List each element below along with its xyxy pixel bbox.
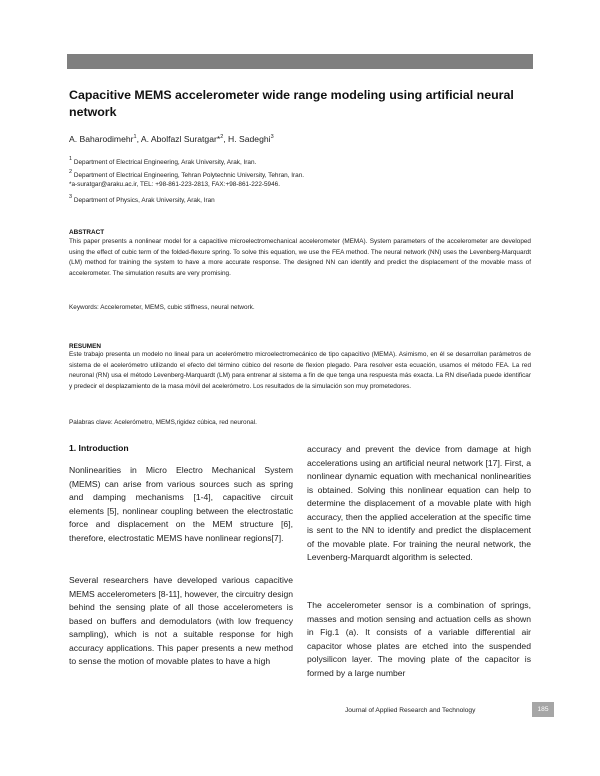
abstract-text: This paper presents a nonlinear model for a capacitive microelectromechanical accelerometer (MEMA). System parameters of the accelerometer are developed using the effect of cubic term of the folded-flexure spring. To solve this equation, we use the FEA method. The neural network (NN) uses the Levenberg-Marquardt (LM) method for training the system to have a more accurate response. The designed NN can identify and predict the displacement of the movable mass of accelerometer. The simulation results are very promising. — [69, 238, 531, 277]
corresponding-author-contact: *a-suratgar@araku.ac.ir, TEL: +98-861-223-2813, FAX:+98-861-222-5946. — [69, 181, 280, 188]
resumen-heading: RESUMEN — [69, 343, 101, 350]
affiliation-2: $^2$ Department of Electrical Engineering, Tehran Polytechnic University, Tehran, Iran. — [69, 169, 305, 179]
affiliation-1: $^1$ Department of Electrical Engineering, Arak University, Arak, Iran. — [69, 156, 257, 166]
paper-title: Capacitive MEMS accelerometer wide range modeling using artificial neural network — [69, 88, 514, 119]
body-paragraph: Nonlinearities in Micro Electro Mechanical System (MEMS) can arise from various sources such as spring and damping mechanisms [1-4], capacitive circuit elements [5], nonlinear coupling between the electrostatic force and displacement on the MEM structure [6], therefore, electrostatic MEMS have nonlinear regions[7]. — [69, 465, 293, 543]
body-paragraph: The accelerometer sensor is a combination of springs, masses and motion sensing and actuation cells as shown in Fig.1 (a). It consists of a variable differential air capacitor whose plates are etched into the suspended polysilicon layer. The moving plate of the capacitor is formed by a large number — [307, 600, 531, 678]
author-affiliation-mark: 1 — [133, 134, 137, 140]
author-list: A. Baharodimehr$^1$, A. Abolfazl Suratgar*$^2$, H. Sadeghi$^3$ — [69, 134, 274, 144]
abstract-heading: ABSTRACT — [69, 229, 105, 236]
resumen-text: Este trabajo presenta un modelo no lineal para un acelerómetro microelectromecánico de tipo capacitivo (MEMA). Asimismo, en él se desarrollan parámetros de sistema de el acelerómetro utilizando el efecto del término cúbico del resorte de flexion plegado. Para resolver esta ecuación, usamos el método FEA. La red neuronal (RN) usa el método Levenberg-Marquardt (LM) para entrenar al sistema a fin de que tenga una respuesta más exacta. La RN diseñada puede identificar y predecir el desplazamiento de la masa móvil del acelerómetro. Los resultados de la simulación son muy prometedores. — [69, 351, 531, 390]
body-paragraph: Several researchers have developed various capacitive MEMS accelerometers [8-11], however, the circuitry design behind the sensing plate of all those accelerometers is based on buffers and demodulators (with low frequency sampling), which is not a suitable response for high accuracy applications. This paper presents a new method to sense the motion of movable plates to have a high — [69, 575, 293, 666]
journal-name: Journal of Applied Research and Technology — [345, 707, 476, 714]
page-number: 185 — [532, 702, 554, 717]
palabras-clave: Palabras clave: Acelerómetro, MEMS,rigidez cúbica, red neuronal. — [69, 419, 257, 426]
keywords: Keywords: Accelerometer, MEMS, cubic stiffness, neural network. — [69, 304, 255, 311]
author-affiliation-mark: 2 — [220, 134, 224, 140]
author-affiliation-mark: 3 — [270, 134, 274, 140]
author-name: H. Sadeghi — [228, 134, 271, 144]
body-paragraph: accuracy and prevent the device from damage at high accelerations using an artificial neural network [17]. First, a nonlinear dynamic equation with mechanical nonlinearities is obtained. Solving this nonlinear equation can help to determine the displacement of a movable plate with high accuracy, then the applied acceleration at the specific time is sent to the NN to identify and predict the displacement of the movable plate. For training the neural network, the Levenberg-Marquardt algorithm is selected. — [307, 444, 531, 562]
affiliation-3: $^3$ Department of Physics, Arak University, Arak, Iran — [69, 194, 215, 204]
author-name: A. Abolfazl Suratgar* — [140, 134, 221, 144]
header-bar — [67, 54, 533, 69]
author-name: A. Baharodimehr — [69, 134, 134, 144]
section-heading-introduction: 1. Introduction — [69, 443, 129, 453]
